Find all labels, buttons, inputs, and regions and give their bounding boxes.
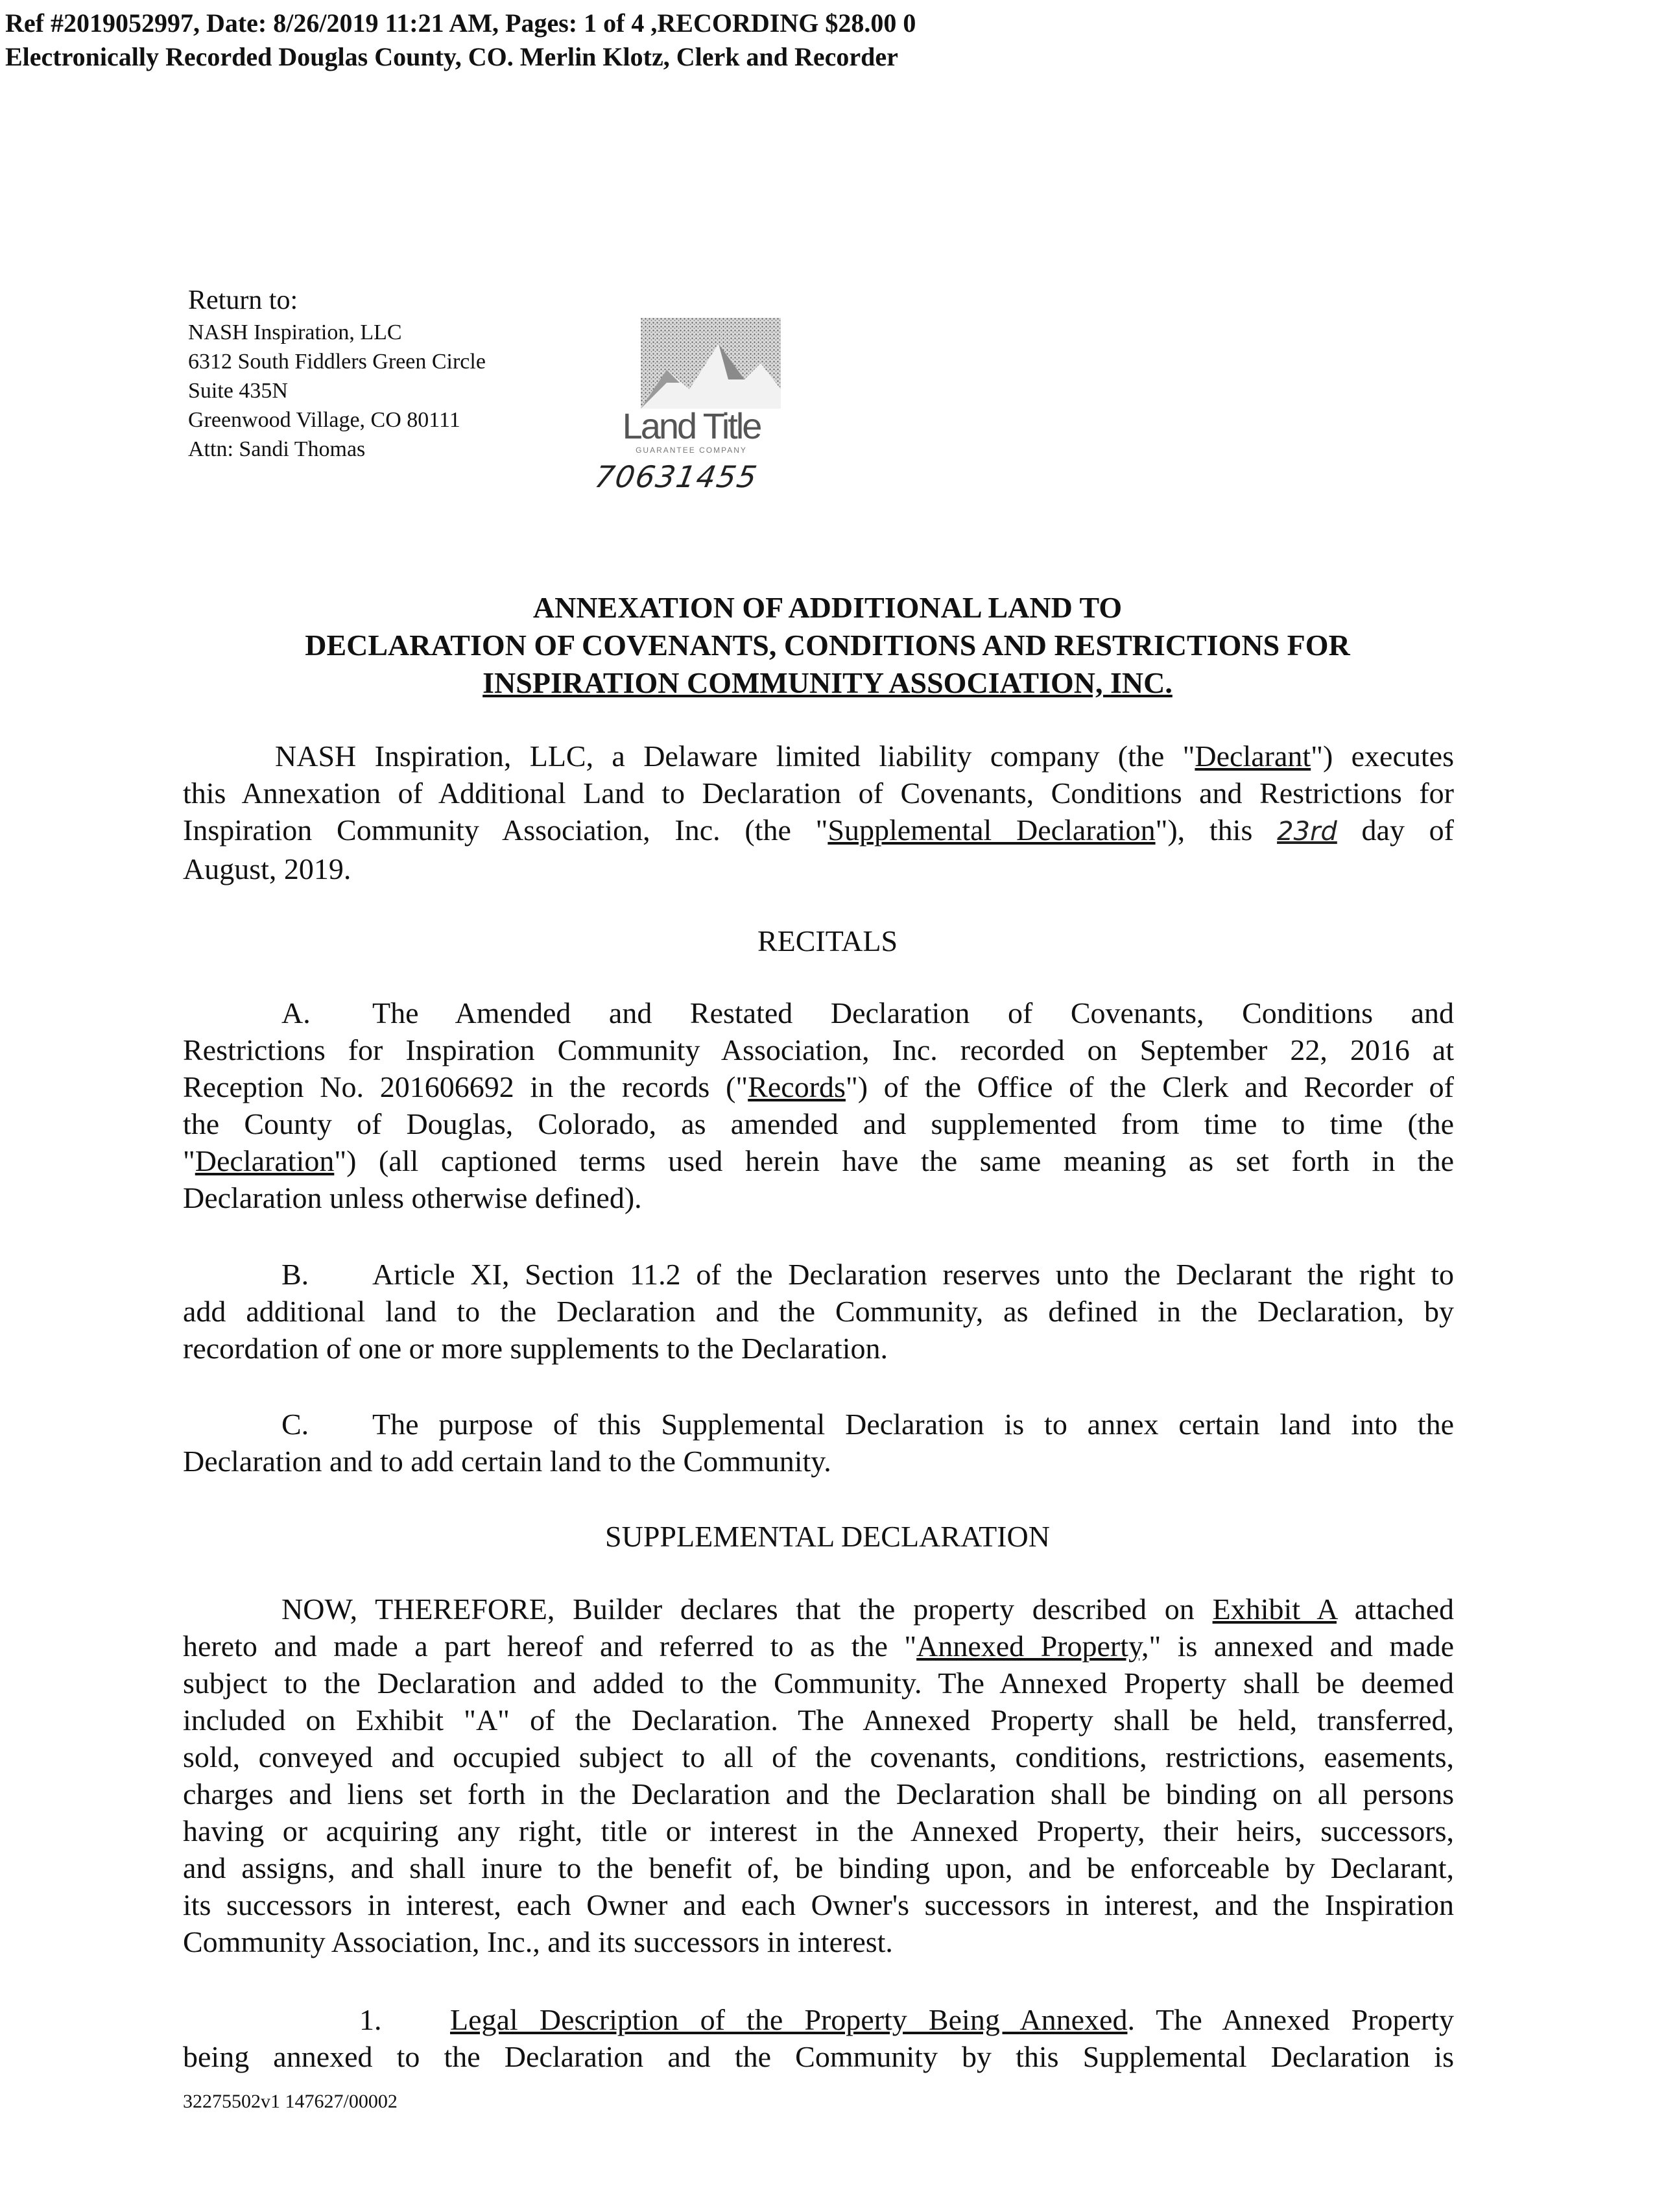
intro-line: this Annexation of Additional Land to Declaration of Covenants, Conditions and Restrictions for [183, 776, 1454, 810]
recital-line: the County of Douglas, Colorado, as amended and supplemented from time to time (the [183, 1107, 1454, 1140]
handwritten-day: 23rd [1277, 817, 1337, 847]
land-title-stamp [602, 407, 781, 455]
recital-line: Declaration unless otherwise defined). [183, 1181, 642, 1214]
intro-line: NASH Inspiration, LLC, a Delaware limited liability company (the "Declarant") executes [275, 739, 1454, 773]
intro-line: August, 2019. [183, 852, 351, 885]
defined-term: Records [748, 1070, 846, 1103]
recitals-heading: RECITALS [757, 924, 898, 957]
title-line-3: INSPIRATION COMMUNITY ASSOCIATION, INC. [482, 666, 1173, 699]
section-heading: Legal Description of the Property Being Annexed [450, 2003, 1128, 2036]
intro-line: Inspiration Community Association, Inc. (the "Supplemental Declaration"), this 23rd day of [183, 813, 1454, 847]
section-line: being annexed to the Declaration and the Community by this Supplemental Declaration is [183, 2040, 1454, 2073]
paragraph-line: its successors in interest, each Owner and each Owner's successors in interest, and the Inspiration [183, 1888, 1454, 1921]
recital-label: C. [281, 1408, 309, 1441]
paragraph-line: included on Exhibit "A" of the Declaration. The Annexed Property shall be held, transferred, [183, 1703, 1454, 1737]
defined-term: Supplemental Declaration [828, 813, 1156, 847]
defined-term: Annexed Property, [916, 1629, 1149, 1663]
paragraph-line: sold, conveyed and occupied subject to all of the covenants, conditions, restrictions, easements, [183, 1740, 1454, 1773]
paragraph-line: subject to the Declaration and added to the Community. The Annexed Property shall be deemed [183, 1666, 1454, 1700]
return-to-line: Attn: Sandi Thomas [188, 437, 366, 461]
return-to-line: Suite 435N [188, 379, 288, 403]
recital-line: Restrictions for Inspiration Community Association, Inc. recorded on September 22, 2016 at [183, 1033, 1454, 1066]
recital-b: B. Article XI, Section 11.2 of the Declaration reserves unto the Declarant the right to add additional land to the Declaration and the Community, as defined in the Declaration, by recordation of one or more supplements to the Declaration. [183, 1256, 1454, 1367]
section-1: 1. Legal Description of the Property Being Annexed. The Annexed Property being annexed to the Declaration and the Community by this Supplemental Declaration is [183, 2001, 1454, 2075]
paragraph-line: having or acquiring any right, title or interest in the Annexed Property, their heirs, successors, [183, 1814, 1454, 1847]
defined-term: Declaration [195, 1144, 335, 1177]
recital-line: add additional land to the Declaration and the Community, as defined in the Declaration, by [183, 1295, 1454, 1328]
recital-label: A. [281, 996, 311, 1029]
defined-term: Declarant [1195, 739, 1311, 773]
now-therefore-paragraph: NOW, THEREFORE, Builder declares that the property described on Exhibit A attached hereto and made a part hereof and referred to as the "Annexed Property," is annexed and made subject to the Declaration and added to the Community. The Annexed Property shall be deemed included on Exhibit "A" of the Declaration. The Annexed Property shall be held, transferred, sold, conveyed and occupied subject to all of the covenants, conditions, restrictions, easements, charges and liens set forth in the Declaration and the Declaration shall be binding on all persons having or acquiring any right, title or interest in the Annexed Property, their heirs, successors, and assigns, and shall inure to the benefit of, be binding upon, and be enforceable by Declarant, its successors in interest, each Owner and each Owner's successors in interest, and the Inspiration Community Association, Inc., and its successors in interest. [183, 1591, 1454, 1960]
intro-paragraph [183, 738, 1454, 887]
return-to-line: Greenwood Village, CO 80111 [188, 408, 460, 432]
supplemental-declaration-heading: SUPPLEMENTAL DECLARATION [605, 1520, 1050, 1553]
title-line-1: ANNEXATION OF ADDITIONAL LAND TO [532, 591, 1123, 624]
recital-line: Reception No. 201606692 in the records ("Records") of the Office of the Clerk and Recorder of [183, 1070, 1454, 1103]
recital-line: Declaration and to add certain land to the Community. [183, 1445, 831, 1478]
recording-header-line-1: Ref #2019052997, Date: 8/26/2019 11:21 AM, Pages: 1 of 4 ,RECORDING $28.00 0 [5, 8, 916, 38]
recording-header-line-2: Electronically Recorded Douglas County, CO. Merlin Klotz, Clerk and Recorder [5, 42, 898, 71]
paragraph-line: and assigns, and shall inure to the benefit of, be binding upon, and be enforceable by Declarant, [183, 1851, 1454, 1884]
recital-c: C. The purpose of this Supplemental Declaration is to annex certain land into the Declaration and to add certain land to the Community. [183, 1406, 1454, 1480]
return-to-block [188, 283, 486, 464]
paragraph-line: Community Association, Inc., and its successors in interest. [183, 1925, 893, 1958]
return-to-line: NASH Inspiration, LLC [188, 320, 402, 344]
section-label: 1. [359, 2003, 382, 2036]
stamp-company-name: Land Title [622, 405, 761, 446]
recital-line: "Declaration") (all captioned terms used herein have the same meaning as set forth in the [183, 1144, 1454, 1177]
defined-term: Exhibit A [1212, 1593, 1337, 1626]
title-line-2: DECLARATION OF COVENANTS, CONDITIONS AND RESTRICTIONS FOR [305, 629, 1350, 662]
recital-line: recordation of one or more supplements to the Declaration. [183, 1332, 888, 1365]
stamp-company-subtitle: GUARANTEE COMPANY [636, 446, 747, 455]
return-to-line: 6312 South Fiddlers Green Circle [188, 350, 486, 374]
paragraph-line: charges and liens set forth in the Declaration and the Declaration shall be binding on all persons [183, 1777, 1454, 1810]
recital-a: A. The Amended and Restated Declaration of Covenants, Conditions and Restrictions for Inspiration Community Association, Inc. recorded on September 22, 2016 at Reception No. 201606692 in the records ("Records") of the Office of the Clerk and Recorder of the County of Douglas, Colorado, as amended and supplemented from time to time (the "Declaration") (all captioned terms used herein have the same meaning as set forth in the Declaration unless otherwise defined). [183, 994, 1454, 1216]
return-to-label: Return to: [188, 285, 298, 315]
recital-label: B. [281, 1258, 309, 1291]
handwritten-order-number: 70631455 [592, 459, 761, 494]
document-footer-id: 32275502v1 147627/00002 [183, 2091, 398, 2112]
